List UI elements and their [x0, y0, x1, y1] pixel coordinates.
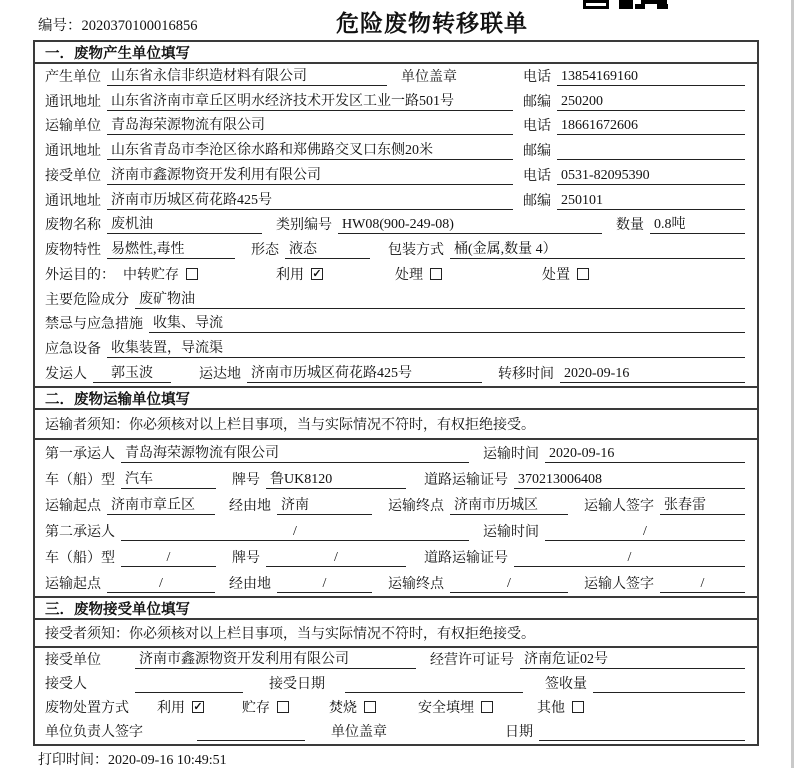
quantity-label: 数量 — [616, 218, 644, 234]
row-second-carrier — [35, 518, 757, 544]
print-time-label: 打印时间： — [38, 753, 108, 768]
signed-quantity-value — [593, 676, 745, 693]
vehicle-type-value: 汽车 — [121, 471, 216, 489]
accept-date-value — [345, 676, 523, 693]
vehicle-type-2-value: / — [121, 549, 216, 567]
field-label: 通讯地址 — [45, 94, 101, 110]
road-permit-value: 370213006408 — [514, 471, 745, 489]
field-label: 发运人 — [45, 366, 87, 382]
checkbox-storage-3 — [277, 701, 289, 713]
waste-name-value: 废机油 — [107, 216, 262, 234]
waste-property-value: 易燃性,毒性 — [107, 241, 235, 259]
page-right-edge — [791, 0, 794, 768]
responsible-signature-value — [197, 724, 305, 741]
via-value: 济南 — [277, 497, 372, 515]
via-label: 经由地 — [229, 499, 271, 514]
row-waste-property — [35, 237, 757, 262]
license-label: 经营许可证号 — [430, 653, 514, 668]
row-vehicle-1 — [35, 466, 757, 492]
checkbox-transit-storage — [186, 268, 198, 280]
row-vehicle-2 — [35, 544, 757, 570]
accept-person-value — [135, 676, 243, 693]
field-label: 运输单位 — [45, 119, 101, 135]
row-generator-address — [35, 89, 757, 114]
endpoint-value: 济南市历城区 — [450, 497, 568, 515]
field-label: 车（船）型 — [45, 551, 115, 566]
form-state-value: 液态 — [285, 241, 370, 259]
transport-unit-value: 青岛海荣源物流有限公司 — [107, 117, 513, 135]
field-label: 第一承运人 — [45, 447, 115, 462]
field-label: 车（船）型 — [45, 473, 115, 488]
road-permit-2-value: / — [514, 549, 745, 567]
endpoint-label: 运输终点 — [388, 499, 444, 514]
packaging-value: 桶(金属,数量 4） — [450, 241, 745, 259]
row-receiver-address — [35, 188, 757, 213]
plate-label: 牌号 — [232, 473, 260, 488]
option-label: 处置 — [542, 267, 570, 283]
date-label: 日期 — [505, 725, 533, 740]
option-treat — [395, 264, 442, 284]
via-2-value: / — [277, 575, 372, 593]
date-value — [539, 724, 745, 741]
field-label: 废物特性 — [45, 243, 101, 259]
postcode-label: 邮编 — [523, 94, 551, 110]
receiver-notice: 接受者须知：你必须核对以上栏目事项，当与实际情况不符时，有权拒绝接受。 — [35, 620, 757, 648]
road-permit-label: 道路运输证号 — [424, 473, 508, 488]
phone-label: 电话 — [523, 69, 551, 85]
option-label: 处理 — [395, 267, 423, 283]
phone-label: 电话 — [523, 168, 551, 184]
option-storage-3 — [242, 697, 289, 717]
row-responsible-signature — [35, 720, 757, 744]
via-label: 经由地 — [229, 577, 271, 592]
checkbox-dispose — [577, 268, 589, 280]
unit-seal-label: 单位盖章 — [331, 725, 387, 740]
transport-time-label: 运输时间 — [483, 525, 539, 540]
field-label: 运输起点 — [45, 577, 101, 592]
receiver-unit-value: 济南市鑫源物资开发利用有限公司 — [107, 167, 513, 185]
option-utilize — [276, 264, 323, 284]
transport-time-value: 2020-09-16 — [545, 445, 745, 463]
section2-rows — [35, 440, 757, 596]
field-label: 废物处置方式 — [45, 701, 129, 716]
destination-value: 济南市历城区荷花路425号 — [247, 365, 482, 383]
generator-unit-value: 山东省永信非织造材料有限公司 — [107, 68, 387, 86]
field-label: 第二承运人 — [45, 525, 115, 540]
row-generator-unit — [35, 64, 757, 89]
row-transfer-purpose — [35, 262, 757, 287]
option-label: 中转贮存 — [123, 267, 179, 283]
road-permit-label: 道路运输证号 — [424, 551, 508, 566]
receiver-address-value: 济南市历城区荷花路425号 — [107, 192, 513, 210]
postcode-label: 邮编 — [523, 193, 551, 209]
row-emergency-measures — [35, 312, 757, 337]
field-label: 废物名称 — [45, 218, 101, 234]
form-state-label: 形态 — [251, 243, 279, 259]
section1-rows — [35, 64, 757, 386]
field-label: 单位负责人签字 — [45, 725, 143, 740]
option-landfill — [418, 697, 493, 717]
option-dispose — [542, 264, 589, 284]
row-first-carrier — [35, 440, 757, 466]
section1-header: 一．废物产生单位填写 — [35, 42, 757, 64]
option-label: 贮存 — [242, 701, 270, 716]
checkbox-incinerate — [364, 701, 376, 713]
packaging-label: 包装方式 — [388, 243, 444, 259]
accept-date-label: 接受日期 — [269, 677, 325, 692]
row-transport-address — [35, 138, 757, 163]
option-transit-storage — [123, 264, 198, 284]
hazard-component-value: 废矿物油 — [135, 291, 745, 309]
category-code-value: HW08(900-249-08) — [338, 216, 602, 234]
signed-quantity-label: 签收量 — [545, 677, 587, 692]
option-label: 焚烧 — [329, 701, 357, 716]
transport-time-2-value: / — [545, 523, 745, 541]
origin-2-value: / — [107, 575, 215, 593]
field-label: 主要危险成分 — [45, 292, 129, 308]
phone-label: 电话 — [523, 119, 551, 135]
carrier-signature-label: 运输人签字 — [584, 499, 654, 514]
quantity-value: 0.8吨 — [650, 216, 745, 234]
transporter-notice: 运输者须知：你必须核对以上栏目事项，当与实际情况不符时，有权拒绝接受。 — [35, 410, 757, 440]
checkbox-other — [572, 701, 584, 713]
endpoint-label: 运输终点 — [388, 577, 444, 592]
generator-postcode-value: 250200 — [557, 93, 745, 111]
page-title: 危险废物转移联单 — [336, 11, 528, 36]
qr-code-remnant — [583, 0, 673, 10]
checkbox-treat — [430, 268, 442, 280]
doc-number-label: 编号： — [38, 18, 82, 34]
plate-label: 牌号 — [232, 551, 260, 566]
field-label: 禁忌与应急措施 — [45, 317, 143, 333]
receiver-phone-value: 0531-82095390 — [557, 167, 745, 185]
receiver-postcode-value: 250101 — [557, 192, 745, 210]
row-route-1 — [35, 492, 757, 518]
checkbox-landfill — [481, 701, 493, 713]
section2-header: 二．废物运输单位填写 — [35, 386, 757, 410]
row-transport-unit — [35, 114, 757, 139]
row-accept-person — [35, 672, 757, 696]
carrier-signature-2-value: / — [660, 575, 745, 593]
field-label: 产生单位 — [45, 69, 101, 85]
unit-seal-label: 单位盖章 — [401, 69, 457, 85]
field-label: 运输起点 — [45, 499, 101, 514]
option-utilize-3 — [157, 697, 204, 717]
transport-time-label: 运输时间 — [483, 447, 539, 462]
generator-phone-value: 13854169160 — [557, 68, 745, 86]
row-route-2 — [35, 570, 757, 596]
transport-phone-value: 18661672606 — [557, 117, 745, 135]
accept-unit-value: 济南市鑫源物资开发利用有限公司 — [135, 651, 416, 669]
transport-postcode-value — [557, 143, 745, 160]
plate-value: 鲁UK8120 — [266, 471, 406, 489]
field-label: 外运目的： — [45, 267, 115, 283]
second-carrier-value: / — [121, 523, 469, 541]
row-disposal-method — [35, 696, 757, 720]
destination-label: 运达地 — [199, 366, 241, 382]
category-code-label: 类别编号 — [276, 218, 332, 234]
checkbox-utilize-3: ✓ — [193, 701, 203, 713]
row-shipper — [35, 361, 757, 386]
transfer-time-value: 2020-09-16 — [560, 365, 745, 383]
doc-number-value: 2020370100016856 — [81, 18, 198, 34]
postcode-label: 邮编 — [523, 144, 551, 160]
option-label: 其他 — [537, 701, 565, 716]
row-receiver-unit — [35, 163, 757, 188]
transport-address-value: 山东省青岛市李沧区徐水路和郑佛路交叉口东侧20米 — [107, 142, 513, 160]
field-label: 应急设备 — [45, 342, 101, 358]
option-label: 利用 — [276, 267, 304, 283]
field-label: 通讯地址 — [45, 144, 101, 160]
option-label: 安全填埋 — [418, 701, 474, 716]
option-incinerate — [329, 697, 376, 717]
field-label: 接受单位 — [45, 653, 101, 668]
section3-rows — [35, 648, 757, 744]
transfer-form-table — [33, 40, 759, 746]
field-label: 接受单位 — [45, 168, 101, 184]
license-value: 济南危证02号 — [520, 651, 745, 669]
first-carrier-value: 青岛海荣源物流有限公司 — [121, 445, 469, 463]
option-label: 利用 — [157, 701, 185, 716]
row-hazard-component — [35, 287, 757, 312]
row-waste-name — [35, 213, 757, 238]
transfer-time-label: 转移时间 — [498, 366, 554, 382]
emergency-measures-value: 收集、导流 — [149, 315, 745, 333]
carrier-signature-value: 张春雷 — [660, 497, 745, 515]
shipper-value: 郭玉波 — [93, 365, 171, 383]
origin-value: 济南市章丘区 — [107, 497, 215, 515]
doc-number — [38, 14, 198, 35]
row-emergency-equipment — [35, 336, 757, 361]
endpoint-2-value: / — [450, 575, 568, 593]
checkbox-utilize: ✓ — [312, 267, 322, 280]
generator-address-value: 山东省济南市章丘区明水经济技术开发区工业一路501号 — [107, 93, 513, 111]
print-time-value: 2020-09-16 10:49:51 — [108, 753, 227, 768]
carrier-signature-label: 运输人签字 — [584, 577, 654, 592]
plate-2-value: / — [266, 549, 406, 567]
option-other — [537, 697, 584, 717]
field-label: 通讯地址 — [45, 193, 101, 209]
emergency-equipment-value: 收集装置，导流渠 — [107, 340, 745, 358]
field-label: 接受人 — [45, 677, 87, 692]
section3-header: 三．废物接受单位填写 — [35, 596, 757, 620]
row-accept-unit — [35, 648, 757, 672]
print-time — [38, 749, 227, 768]
